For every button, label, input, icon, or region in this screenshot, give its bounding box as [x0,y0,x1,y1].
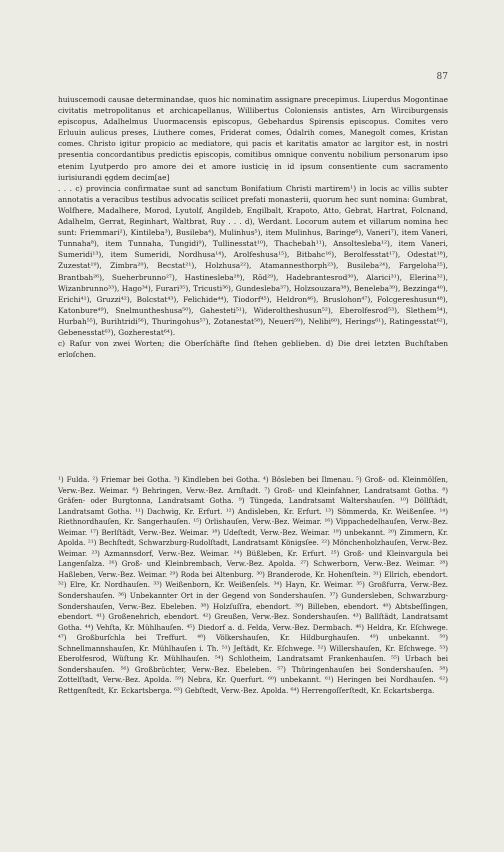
main-text: huiuscemodi causae determinandae, quos hic nominatim assignare precepimus. Liuperdus Mogontinae civitatis metropolitanus et archicapellanus, Willibertus Coloniensis antistes, Arn Wirciburgensis episcopus, Adalhelmus Uuormacensis episcopus, Gebehardus Spirensis episcopus. Comites vero Erluuin aulicus preses, Liuthere comes, Friderat comes, Ódalrih comes, Manegolt comes, Kristan comes. Christo igitur propicio ac mediatore, qui pacis et karitatis amator ac largitor est, in nostri presentia concordantibus predictis episcopis, comitibus omnique conventu nobilium personarum ipso etenim Lyutperdo pro amore dei et amore iusticię in id ipsum consentiente cum sacramento iurisiurandi ęgdem decim[ae] . . . c) provincia confirmatae sunt ad sanctum Bonifatium Christi martirem¹) in locis ac villis subter annotatis a veracibus testibus advocatis scilicet prefati monasterii, quorum hec sunt nomina: Gumbrat, Wolfhere, Madalhere, Morod, Lyutolf, Angildeb, Engilbalt, Krapoto, Atto, Gebrat, Hartrat, Folcnand, Adalhelm, Gerrat, Reginhart, Waltbrat, Ruy . . . d), Werdant. Locorum autem et villarum nomina hec sunt: Friemmari²), Kintileba³), Busileba⁴), Mulinhus⁵), item Mulinhus, Baringe⁶), Vaneri⁷), item Vaneri, Tunnaha⁸), item Tunnaha, Tungidi⁹), Tullinesstat¹⁰), Thachebah¹¹), Ansoltesleba¹²), item Vaneri, Sumeridi¹³), item Sumeridi, Nordhusa¹⁴), Arolfeshusa¹⁵), Bitbahc¹⁶), Berolfesstat¹⁷), Odestat¹⁸), Zuzestat¹⁹), Zimbra²⁰), Becstat²¹), Holzhusa²²), Atamannesthorph²³), Busileba²⁴), Fargeloha²⁵), Brantbah²⁶), Sueherbrunno²⁷), Hastinesleba²⁸), Rōd²⁹), Hadebrantesrod³⁰), Alarici³¹), Elerina³²), Wizanbrunno³³), Hago³⁴), Furari³⁵), Tricusti³⁶), Gundesleba³⁷), Holzsouzara³⁸), Beneleba³⁹), Bezzinga⁴⁰), Erichi⁴¹), Gruzzi⁴²), Bolcstat⁴³), Felichide⁴⁴), Tiodorf⁴⁵), Heldron⁴⁶), Bruslohon⁴⁷), Folcgereshusun⁴⁸), Katonbure⁴⁹), Snelmuntheshusa⁵⁰), Gahesteti⁵¹), Wideroltheshusun⁵²), Eberolfesrod⁵³), Slethem⁵⁴), Hurbah⁵⁵), Burihtridi⁵⁶), Thuringohus⁵⁷), Zotanestat⁵⁸), Neueri⁵⁹), Nelibi⁶⁰), Herings⁶¹), Ratingesstat⁶²), Gebenesstat⁶³), Gozherestat⁶⁴). c) Raſur von zwei Worten; die Oberſchäfte ſind ſtehen geblieben. d) Die drei letzten Buchſtaben erloſchen. [58,95,448,360]
footnotes: ¹) Fulda. ²) Friemar bei Gotha. ³) Kindleben bei Gotha. ⁴) Bösleben bei Ilmenau. ⁵) Groß- od. Kleinmölſen, Verw.-Bez. Weimar. ⁶) Behringen, Verw.-Bez. Arnſtadt. ⁷) Groß- und Kleinfahner, Landratsamt Gotha. ⁸) Gräfen- oder Burgtonna, Landratsamt Gotha. ⁹) Tüngeda, Landratsamt Waltershauſen. ¹⁰) Döllſtädt, Landratsamt Gotha. ¹¹) Dachwig, Kr. Erfurt. ¹²) Andisleben, Kr. Erfurt. ¹³) Sömmerda, Kr. Weißenſee. ¹⁴) Riethnordhauſen, Kr. Sangerhauſen. ¹⁵) Orlishauſen, Verw.-Bez. Weimar. ¹⁶) Vippachedelhauſen, Verw.-Bez. Weimar. ¹⁷) Berlſtädt, Verw.-Bez. Weimar. ¹⁸) Udeſtedt, Verw.-Bez. Weimar. ¹⁹) unbekannt. ²⁰) Zimmern, Kr. Apolda. ²¹) Bechſtedt, Schwarzburg-Rudolſtadt, Landratsamt Königsſee. ²²) Mönchenholzhauſen, Verw.-Bez. Weimar. ²³) Azmannsdorf, Verw.-Bez. Weimar. ²⁴) Büßleben, Kr. Erfurt. ²⁵) Groß- und Kleinvargula bei Langenſalza. ²⁶) Groß- und Kleinbrembach, Verw.-Bez. Apolda. ²⁷) Schwerborn, Verw.-Bez. Weimar. ²⁸) Haßleben, Verw.-Bez. Weimar. ²⁹) Roda bei Altenburg. ³⁰) Branderode, Kr. Hohenſtein. ³¹) Ellrich, ebendort. ³²) Elre, Kr. Nordhauſen. ³³) Weißenborn, Kr. Weißenſels. ³⁴) Hayn, Kr. Weimar. ³⁵) Großfurra, Verw.-Bez. Sondershauſen. ³⁶) Unbekannter Ort in der Gegend von Sondershauſen. ³⁷) Gundersleben, Schwarzburg-Sondershauſen, Verw.-Bez. Ebeleben. ³⁸) Holzſuſſra, ebendort. ³⁹) Billeben, ebendort. ⁴⁰) Abtsbeſſingen, ebendort. ⁴¹) Großenehrich, ebendort. ⁴²) Greußen, Verw.-Bez. Sondershauſen. ⁴³) Ballſtädt, Landratsamt Gotha. ⁴⁴) Vehſta, Kr. Mühlhauſen. ⁴⁵) Diedorf a. d. Felda, Verw.-Bez. Dermbach. ⁴⁶) Heldra, Kr. Eſchwege. ⁴⁷) Großburſchla bei Treffurt. ⁴⁸) Völkershauſen, Kr. Hildburghauſen. ⁴⁹) unbekannt. ⁵⁰) Schnellmannshauſen, Kr. Mühlhauſen i. Th. ⁵¹) Jeſtädt, Kr. Eſchwege. ⁵²) Willershauſen, Kr. Eſchwege. ⁵³) Eberolfesrod, Wüſtung Kr. Mühlhauſen. ⁵⁴) Schlotheim, Landratsamt Frankenhauſen. ⁵⁵) Urbach bei Sondershauſen. ⁵⁶) Großbrüchter, Verw.-Bez. Ebeleben. ⁵⁷) Thüringenhauſen bei Sondershauſen. ⁵⁸) Zottelſtadt, Verw.-Bez. Apolda. ⁵⁹) Nebra, Kr. Querfurt. ⁶⁰) unbekannt. ⁶¹) Heringen bei Nordhauſen. ⁶²) Rettgenſtedt, Kr. Eckartsberga. ⁶³) Gebſtedt, Verw.-Bez. Apolda. ⁶⁴) Herrengoſſerſtedt, Kr. Eckartsberga. [58,475,448,695]
page-number: 87 [436,72,448,82]
